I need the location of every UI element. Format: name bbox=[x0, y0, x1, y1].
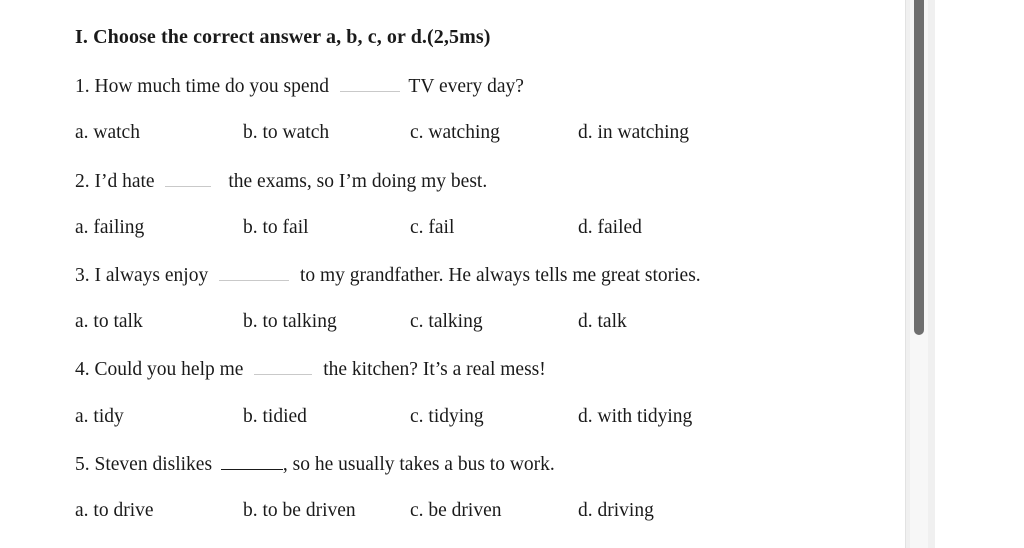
option-d: d. talk bbox=[578, 311, 627, 332]
question-text: 4. Could you help me bbox=[75, 359, 244, 380]
option-d: d. driving bbox=[578, 500, 654, 521]
option-c: c. watching bbox=[410, 122, 500, 143]
option-b: b. to fail bbox=[243, 217, 309, 238]
question-text: 1. How much time do you spend bbox=[75, 76, 330, 97]
answer-blank bbox=[221, 453, 283, 470]
option-a: a. to drive bbox=[75, 500, 154, 521]
right-margin-panel bbox=[935, 0, 1024, 548]
scrollbar-thumb[interactable] bbox=[914, 0, 924, 335]
question-text: 5. Steven dislikes bbox=[75, 454, 213, 475]
option-b: b. to talking bbox=[243, 311, 337, 332]
option-c: c. tidying bbox=[410, 406, 484, 427]
option-b: b. tidied bbox=[243, 406, 307, 427]
question-text: the kitchen? It’s a real mess! bbox=[323, 359, 546, 380]
answer-blank bbox=[165, 170, 211, 187]
option-d: d. with tidying bbox=[578, 406, 693, 427]
question-text: the exams, so I’m doing my best. bbox=[228, 171, 488, 192]
option-a: a. failing bbox=[75, 217, 145, 238]
option-c: c. talking bbox=[410, 311, 483, 332]
option-b: b. to be driven bbox=[243, 500, 356, 521]
answer-blank bbox=[254, 358, 312, 375]
question-text: 2. I’d hate bbox=[75, 171, 155, 192]
option-a: a. watch bbox=[75, 122, 140, 143]
question-2 bbox=[75, 170, 487, 193]
question-text: , so he usually takes a bus to work. bbox=[282, 454, 555, 475]
question-4 bbox=[75, 358, 546, 381]
answer-blank bbox=[219, 264, 289, 281]
question-3 bbox=[75, 264, 701, 287]
option-d: d. failed bbox=[578, 217, 642, 238]
section-heading: I. Choose the correct answer a, b, c, or d.(2,5ms) bbox=[75, 26, 491, 48]
option-d: d. in watching bbox=[578, 122, 690, 143]
question-5 bbox=[75, 453, 555, 476]
option-a: a. tidy bbox=[75, 406, 124, 427]
option-b: b. to watch bbox=[243, 122, 330, 143]
question-text: TV every day? bbox=[408, 76, 524, 97]
option-c: c. fail bbox=[410, 217, 455, 238]
option-a: a. to talk bbox=[75, 311, 143, 332]
question-text: to my grandfather. He always tells me great stories. bbox=[299, 265, 701, 286]
option-c: c. be driven bbox=[410, 500, 502, 521]
answer-blank bbox=[340, 75, 400, 92]
question-1 bbox=[75, 75, 524, 98]
question-text: 3. I always enjoy bbox=[75, 265, 209, 286]
